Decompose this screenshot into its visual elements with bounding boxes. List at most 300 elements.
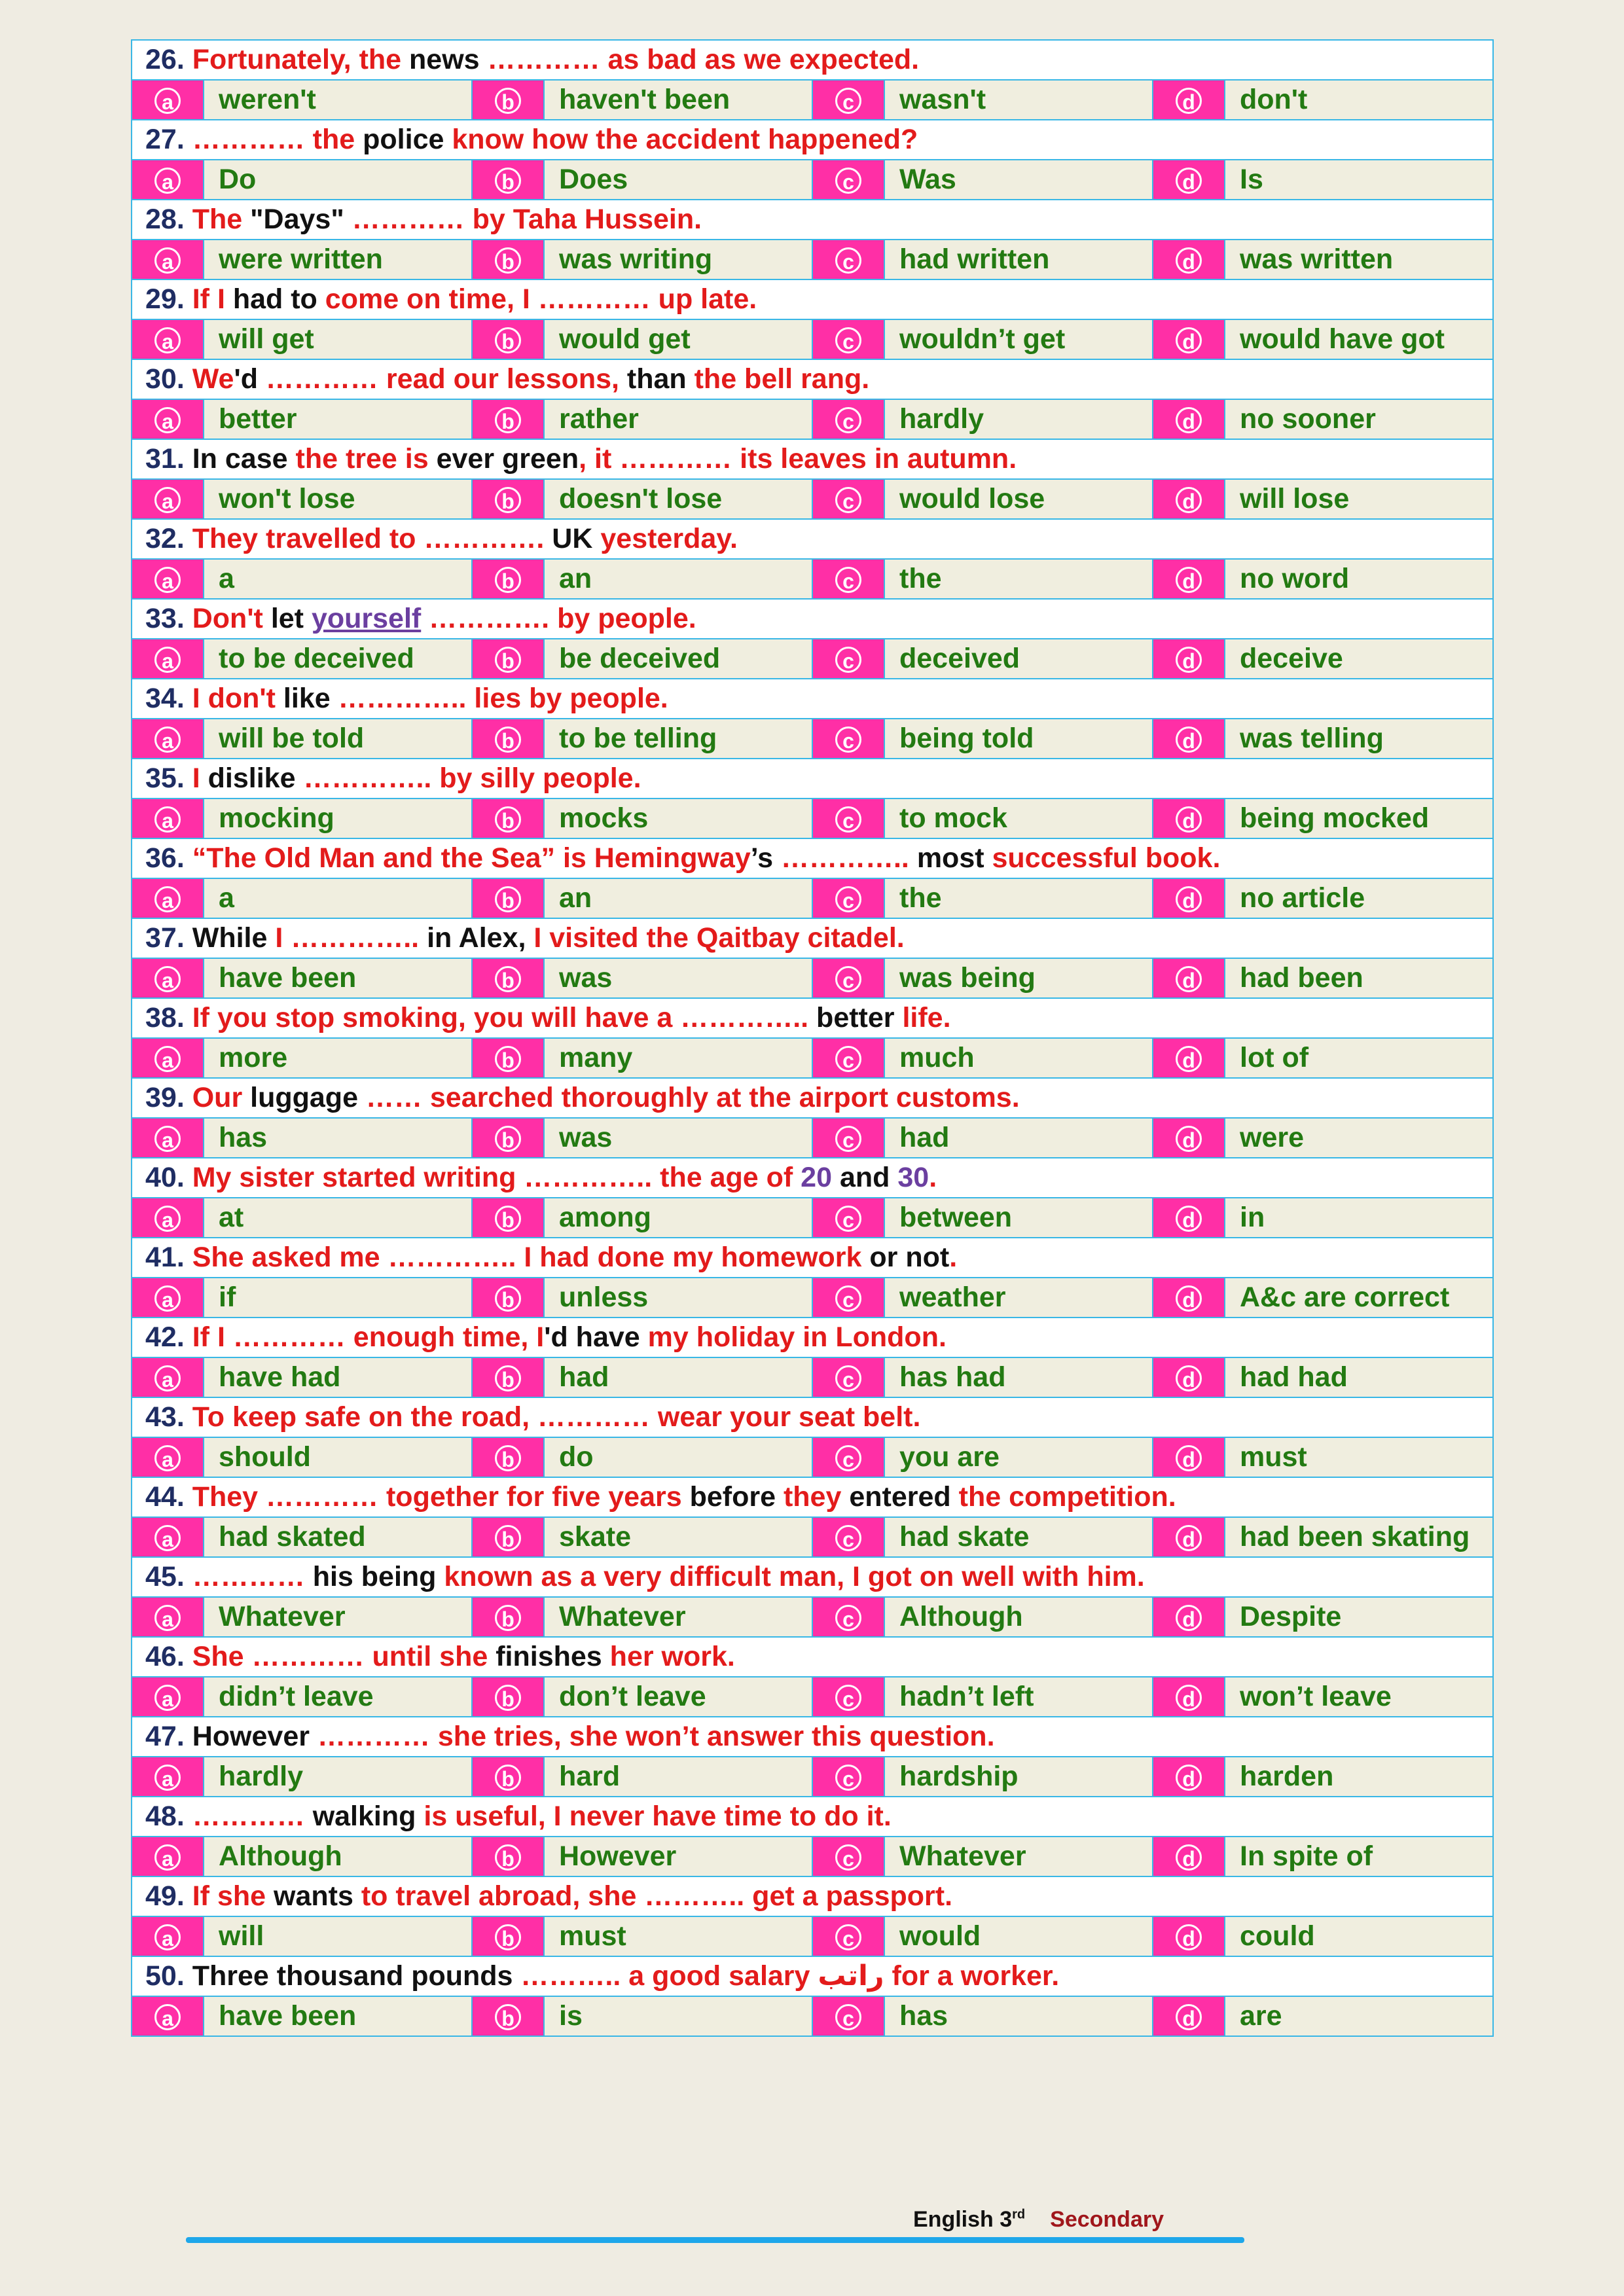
option-d[interactable]: harden <box>1225 1757 1493 1797</box>
option-b[interactable]: However <box>544 1837 812 1876</box>
circled-letter-b-icon: b <box>495 886 521 912</box>
question-segment: ………… she tries, she won’t answer this question. <box>317 1721 995 1752</box>
option-a[interactable]: will be told <box>204 719 472 759</box>
option-c[interactable]: has <box>884 1996 1153 2036</box>
question-row <box>132 1078 1493 1118</box>
question-text <box>132 1238 1493 1278</box>
options-row <box>132 958 1493 998</box>
question-number: 31. <box>145 443 185 475</box>
option-letter-d[interactable] <box>1153 1837 1225 1876</box>
option-letter-d[interactable] <box>1153 1357 1225 1397</box>
question-number: 40. <box>145 1162 185 1193</box>
question-segment: ………… by Taha Hussein. <box>352 204 702 235</box>
option-letter-d[interactable] <box>1153 719 1225 759</box>
question-number: 33. <box>145 603 185 634</box>
option-letter-c[interactable] <box>812 559 884 599</box>
option-a[interactable]: have had <box>204 1357 472 1397</box>
circled-letter-d-icon: d <box>1176 1605 1202 1631</box>
question-segment: To keep safe on the road, ………… wear your seat belt. <box>192 1401 921 1433</box>
circled-letter-c-icon: c <box>835 1844 861 1871</box>
option-letter-d[interactable] <box>1153 479 1225 519</box>
option-c[interactable]: Was <box>884 160 1153 200</box>
option-letter-c[interactable] <box>812 1996 884 2036</box>
option-c[interactable]: the <box>884 878 1153 918</box>
option-letter-a[interactable] <box>132 1038 204 1078</box>
option-c[interactable]: had written <box>884 240 1153 279</box>
option-letter-a[interactable] <box>132 1757 204 1797</box>
circled-letter-d-icon: d <box>1176 1525 1202 1551</box>
option-d[interactable]: had been skating <box>1225 1517 1493 1557</box>
question-segment: ………… <box>192 1801 313 1832</box>
question-segment: known as a very difficult man, I got on well with him. <box>444 1561 1145 1592</box>
option-c[interactable]: the <box>884 559 1153 599</box>
question-segment: I <box>192 762 208 794</box>
option-a[interactable]: will <box>204 1916 472 1956</box>
circled-letter-b-icon: b <box>495 647 521 673</box>
question-row <box>132 279 1493 319</box>
option-b[interactable]: is <box>544 1996 812 2036</box>
option-b[interactable]: must <box>544 1916 812 1956</box>
option-a[interactable]: better <box>204 399 472 439</box>
circled-letter-a-icon: a <box>154 168 181 194</box>
option-letter-d[interactable] <box>1153 798 1225 838</box>
option-letter-b[interactable] <box>472 1437 544 1477</box>
option-letter-a[interactable] <box>132 878 204 918</box>
option-letter-c[interactable] <box>812 878 884 918</box>
footer <box>913 2207 1164 2233</box>
option-d[interactable]: was telling <box>1225 719 1493 759</box>
option-letter-d[interactable] <box>1153 399 1225 439</box>
option-b[interactable]: had <box>544 1357 812 1397</box>
circled-letter-a-icon: a <box>154 1285 181 1312</box>
option-b[interactable]: haven't been <box>544 80 812 120</box>
option-letter-b[interactable] <box>472 1916 544 1956</box>
option-a[interactable]: Do <box>204 160 472 200</box>
option-letter-c[interactable] <box>812 958 884 998</box>
circled-letter-a-icon: a <box>154 407 181 433</box>
option-letter-b[interactable] <box>472 1038 544 1078</box>
circled-letter-a-icon: a <box>154 1126 181 1152</box>
question-row <box>132 1238 1493 1278</box>
option-d[interactable]: were <box>1225 1118 1493 1158</box>
option-letter-b[interactable] <box>472 958 544 998</box>
option-letter-a[interactable] <box>132 1996 204 2036</box>
option-b[interactable]: be deceived <box>544 639 812 679</box>
circled-letter-b-icon: b <box>495 567 521 593</box>
option-letter-d[interactable] <box>1153 1278 1225 1318</box>
option-letter-b[interactable] <box>472 559 544 599</box>
option-letter-b[interactable] <box>472 878 544 918</box>
option-d[interactable]: will lose <box>1225 479 1493 519</box>
option-d[interactable]: could <box>1225 1916 1493 1956</box>
option-letter-b[interactable] <box>472 399 544 439</box>
option-letter-d[interactable] <box>1153 160 1225 200</box>
question-segment: luggage <box>250 1082 366 1113</box>
question-segment: ………….. by silly people. <box>303 762 641 794</box>
option-c[interactable]: much <box>884 1038 1153 1078</box>
question-segment: her work. <box>609 1641 735 1672</box>
option-b[interactable]: don’t leave <box>544 1677 812 1717</box>
option-c[interactable]: between <box>884 1198 1153 1238</box>
question-segment: had to <box>232 283 325 315</box>
option-letter-b[interactable] <box>472 479 544 519</box>
option-letter-d[interactable] <box>1153 559 1225 599</box>
option-letter-d[interactable] <box>1153 319 1225 359</box>
option-letter-c[interactable] <box>812 1677 884 1717</box>
option-letter-b[interactable] <box>472 639 544 679</box>
option-letter-c[interactable] <box>812 1278 884 1318</box>
question-row <box>132 679 1493 719</box>
option-a[interactable]: have been <box>204 958 472 998</box>
option-letter-b[interactable] <box>472 798 544 838</box>
option-c[interactable]: would <box>884 1916 1153 1956</box>
option-d[interactable]: deceive <box>1225 639 1493 679</box>
option-a[interactable]: won't lose <box>204 479 472 519</box>
circled-letter-a-icon: a <box>154 1685 181 1711</box>
circled-letter-c-icon: c <box>835 1126 861 1152</box>
option-letter-b[interactable] <box>472 1357 544 1397</box>
circled-letter-b-icon: b <box>495 1924 521 1950</box>
circled-letter-c-icon: c <box>835 1365 861 1391</box>
option-letter-a[interactable] <box>132 1198 204 1238</box>
option-letter-c[interactable] <box>812 798 884 838</box>
option-c[interactable]: Although <box>884 1597 1153 1637</box>
option-letter-c[interactable] <box>812 1118 884 1158</box>
circled-letter-d-icon: d <box>1176 327 1202 353</box>
question-segment: Three thousand pounds <box>192 1960 521 1992</box>
question-text <box>132 838 1493 878</box>
question-number: 32. <box>145 523 185 554</box>
option-letter-d[interactable] <box>1153 1038 1225 1078</box>
question-segment: most <box>916 842 992 874</box>
circled-letter-a-icon: a <box>154 1844 181 1871</box>
question-number: 45. <box>145 1561 185 1592</box>
option-letter-b[interactable] <box>472 1517 544 1557</box>
option-b[interactable]: hard <box>544 1757 812 1797</box>
option-b[interactable]: would get <box>544 319 812 359</box>
question-segment: dislike <box>208 762 304 794</box>
option-letter-d[interactable] <box>1153 1437 1225 1477</box>
question-text <box>132 1318 1493 1357</box>
option-c[interactable]: wasn't <box>884 80 1153 120</box>
option-letter-c[interactable] <box>812 1437 884 1477</box>
option-b[interactable]: skate <box>544 1517 812 1557</box>
option-letter-a[interactable] <box>132 1916 204 1956</box>
question-segment: ………… the <box>192 124 363 155</box>
option-b[interactable]: Does <box>544 160 812 200</box>
question-row <box>132 1477 1493 1517</box>
circled-letter-b-icon: b <box>495 806 521 833</box>
circled-letter-d-icon: d <box>1176 2004 1202 2030</box>
option-a[interactable]: had skated <box>204 1517 472 1557</box>
option-a[interactable]: will get <box>204 319 472 359</box>
option-a[interactable]: have been <box>204 1996 472 2036</box>
option-c[interactable]: wouldn’t get <box>884 319 1153 359</box>
option-c[interactable]: deceived <box>884 639 1153 679</box>
option-d[interactable]: no sooner <box>1225 399 1493 439</box>
option-d[interactable]: being mocked <box>1225 798 1493 838</box>
question-segment: ………… <box>192 1561 313 1592</box>
option-letter-c[interactable] <box>812 319 884 359</box>
option-d[interactable]: in <box>1225 1198 1493 1238</box>
option-letter-a[interactable] <box>132 1437 204 1477</box>
option-letter-a[interactable] <box>132 479 204 519</box>
option-letter-d[interactable] <box>1153 1996 1225 2036</box>
option-b[interactable]: unless <box>544 1278 812 1318</box>
circled-letter-b-icon: b <box>495 1765 521 1791</box>
question-number: 28. <box>145 204 185 235</box>
option-d[interactable]: don't <box>1225 80 1493 120</box>
question-row <box>132 1956 1493 1996</box>
option-b[interactable]: an <box>544 559 812 599</box>
option-d[interactable]: had been <box>1225 958 1493 998</box>
option-a[interactable]: a <box>204 878 472 918</box>
option-letter-d[interactable] <box>1153 878 1225 918</box>
options-row <box>132 1278 1493 1318</box>
option-b[interactable]: many <box>544 1038 812 1078</box>
option-letter-a[interactable] <box>132 399 204 439</box>
question-segment: yourself <box>311 603 422 634</box>
option-letter-d[interactable] <box>1153 1198 1225 1238</box>
option-letter-b[interactable] <box>472 1837 544 1876</box>
option-b[interactable]: was <box>544 1118 812 1158</box>
option-a[interactable]: didn’t leave <box>204 1677 472 1717</box>
option-d[interactable]: won’t leave <box>1225 1677 1493 1717</box>
question-segment: my holiday in London. <box>647 1321 947 1353</box>
options-row <box>132 1837 1493 1876</box>
option-letter-d[interactable] <box>1153 1597 1225 1637</box>
option-a[interactable]: has <box>204 1118 472 1158</box>
option-c[interactable]: would lose <box>884 479 1153 519</box>
option-letter-c[interactable] <box>812 1837 884 1876</box>
circled-letter-a-icon: a <box>154 567 181 593</box>
option-letter-a[interactable] <box>132 719 204 759</box>
quiz-body <box>132 40 1493 2036</box>
option-c[interactable]: hadn’t left <box>884 1677 1153 1717</box>
option-a[interactable]: Although <box>204 1837 472 1876</box>
option-letter-d[interactable] <box>1153 240 1225 279</box>
option-letter-b[interactable] <box>472 719 544 759</box>
option-a[interactable]: should <box>204 1437 472 1477</box>
option-b[interactable]: Whatever <box>544 1597 812 1637</box>
circled-letter-a-icon: a <box>154 1445 181 1471</box>
option-b[interactable]: was writing <box>544 240 812 279</box>
option-d[interactable]: had had <box>1225 1357 1493 1397</box>
option-d[interactable]: no article <box>1225 878 1493 918</box>
question-segment: they <box>783 1481 850 1513</box>
option-letter-c[interactable] <box>812 1198 884 1238</box>
option-b[interactable]: to be telling <box>544 719 812 759</box>
circled-letter-b-icon: b <box>495 168 521 194</box>
option-letter-b[interactable] <box>472 319 544 359</box>
option-d[interactable]: no word <box>1225 559 1493 599</box>
option-letter-b[interactable] <box>472 1996 544 2036</box>
option-letter-a[interactable] <box>132 1837 204 1876</box>
option-letter-c[interactable] <box>812 719 884 759</box>
question-text <box>132 599 1493 639</box>
option-letter-c[interactable] <box>812 1357 884 1397</box>
option-c[interactable]: had <box>884 1118 1153 1158</box>
option-a[interactable]: if <box>204 1278 472 1318</box>
option-c[interactable]: Whatever <box>884 1837 1153 1876</box>
option-b[interactable]: rather <box>544 399 812 439</box>
question-number: 48. <box>145 1801 185 1832</box>
option-letter-c[interactable] <box>812 1517 884 1557</box>
option-c[interactable]: was being <box>884 958 1153 998</box>
question-row <box>132 40 1493 80</box>
option-letter-b[interactable] <box>472 1198 544 1238</box>
option-letter-b[interactable] <box>472 160 544 200</box>
option-b[interactable]: was <box>544 958 812 998</box>
option-d[interactable]: In spite of <box>1225 1837 1493 1876</box>
question-segment: or not <box>869 1242 950 1273</box>
circled-letter-d-icon: d <box>1176 247 1202 274</box>
circled-letter-c-icon: c <box>835 966 861 992</box>
question-segment: I visited the Qaitbay citadel. <box>533 922 905 954</box>
question-segment: than <box>626 363 695 395</box>
option-letter-a[interactable] <box>132 1357 204 1397</box>
option-c[interactable]: weather <box>884 1278 1153 1318</box>
option-letter-b[interactable] <box>472 240 544 279</box>
option-a[interactable]: were written <box>204 240 472 279</box>
option-letter-b[interactable] <box>472 80 544 120</box>
question-row <box>132 838 1493 878</box>
option-letter-a[interactable] <box>132 559 204 599</box>
option-letter-a[interactable] <box>132 1517 204 1557</box>
option-letter-c[interactable] <box>812 160 884 200</box>
option-c[interactable]: has had <box>884 1357 1153 1397</box>
question-row <box>132 519 1493 559</box>
option-letter-d[interactable] <box>1153 1118 1225 1158</box>
circled-letter-b-icon: b <box>495 1605 521 1631</box>
option-d[interactable]: Is <box>1225 160 1493 200</box>
option-a[interactable]: mocking <box>204 798 472 838</box>
option-c[interactable]: had skate <box>884 1517 1153 1557</box>
option-c[interactable]: being told <box>884 719 1153 759</box>
option-letter-c[interactable] <box>812 1757 884 1797</box>
question-row <box>132 599 1493 639</box>
option-d[interactable]: A&c are correct <box>1225 1278 1493 1318</box>
question-text <box>132 200 1493 240</box>
option-d[interactable]: would have got <box>1225 319 1493 359</box>
option-b[interactable]: among <box>544 1198 812 1238</box>
option-letter-b[interactable] <box>472 1118 544 1158</box>
options-row <box>132 719 1493 759</box>
circled-letter-a-icon: a <box>154 88 181 114</box>
option-letter-d[interactable] <box>1153 1517 1225 1557</box>
option-c[interactable]: to mock <box>884 798 1153 838</box>
option-letter-a[interactable] <box>132 80 204 120</box>
option-letter-a[interactable] <box>132 1278 204 1318</box>
question-segment: and <box>839 1162 898 1193</box>
options-row <box>132 80 1493 120</box>
circled-letter-d-icon: d <box>1176 647 1202 673</box>
circled-letter-b-icon: b <box>495 1445 521 1471</box>
options-row <box>132 1996 1493 2036</box>
option-letter-d[interactable] <box>1153 1677 1225 1717</box>
circled-letter-b-icon: b <box>495 1685 521 1711</box>
circled-letter-d-icon: d <box>1176 407 1202 433</box>
option-a[interactable]: Whatever <box>204 1597 472 1637</box>
option-letter-a[interactable] <box>132 319 204 359</box>
option-b[interactable]: an <box>544 878 812 918</box>
option-letter-c[interactable] <box>812 479 884 519</box>
question-text <box>132 1876 1493 1916</box>
option-letter-d[interactable] <box>1153 1916 1225 1956</box>
option-letter-d[interactable] <box>1153 639 1225 679</box>
circled-letter-a-icon: a <box>154 327 181 353</box>
question-segment: My sister started writing ………….. the age of <box>192 1162 801 1193</box>
footer-english: English 3rd <box>913 2207 1026 2232</box>
circled-letter-a-icon: a <box>154 966 181 992</box>
option-b[interactable]: mocks <box>544 798 812 838</box>
option-letter-b[interactable] <box>472 1757 544 1797</box>
option-letter-b[interactable] <box>472 1597 544 1637</box>
option-letter-c[interactable] <box>812 399 884 439</box>
option-a[interactable]: hardly <box>204 1757 472 1797</box>
option-letter-c[interactable] <box>812 240 884 279</box>
question-number: 42. <box>145 1321 185 1353</box>
question-text <box>132 918 1493 958</box>
question-segment: the competition. <box>958 1481 1176 1513</box>
option-letter-b[interactable] <box>472 1677 544 1717</box>
option-letter-c[interactable] <box>812 1916 884 1956</box>
option-c[interactable]: hardly <box>884 399 1153 439</box>
option-letter-a[interactable] <box>132 958 204 998</box>
question-text <box>132 1637 1493 1677</box>
option-d[interactable]: Despite <box>1225 1597 1493 1637</box>
circled-letter-b-icon: b <box>495 1126 521 1152</box>
option-letter-c[interactable] <box>812 1597 884 1637</box>
question-number: 35. <box>145 762 185 794</box>
option-d[interactable]: are <box>1225 1996 1493 2036</box>
option-letter-a[interactable] <box>132 798 204 838</box>
option-letter-c[interactable] <box>812 639 884 679</box>
circled-letter-b-icon: b <box>495 247 521 274</box>
option-letter-a[interactable] <box>132 1597 204 1637</box>
option-letter-d[interactable] <box>1153 958 1225 998</box>
option-letter-a[interactable] <box>132 639 204 679</box>
option-letter-b[interactable] <box>472 1278 544 1318</box>
option-letter-a[interactable] <box>132 240 204 279</box>
option-a[interactable]: at <box>204 1198 472 1238</box>
circled-letter-b-icon: b <box>495 88 521 114</box>
option-letter-a[interactable] <box>132 160 204 200</box>
option-a[interactable]: weren't <box>204 80 472 120</box>
option-b[interactable]: doesn't lose <box>544 479 812 519</box>
question-segment: I ………….. <box>275 922 427 954</box>
option-a[interactable]: more <box>204 1038 472 1078</box>
option-letter-d[interactable] <box>1153 80 1225 120</box>
option-c[interactable]: hardship <box>884 1757 1153 1797</box>
circled-letter-c-icon: c <box>835 1206 861 1232</box>
option-letter-c[interactable] <box>812 80 884 120</box>
option-d[interactable]: was written <box>1225 240 1493 279</box>
option-a[interactable]: a <box>204 559 472 599</box>
option-c[interactable]: you are <box>884 1437 1153 1477</box>
option-b[interactable]: do <box>544 1437 812 1477</box>
option-letter-d[interactable] <box>1153 1757 1225 1797</box>
footer-secondary: Secondary <box>1050 2207 1164 2232</box>
option-letter-a[interactable] <box>132 1118 204 1158</box>
option-d[interactable]: lot of <box>1225 1038 1493 1078</box>
option-letter-a[interactable] <box>132 1677 204 1717</box>
option-letter-c[interactable] <box>812 1038 884 1078</box>
option-d[interactable]: must <box>1225 1437 1493 1477</box>
option-a[interactable]: to be deceived <box>204 639 472 679</box>
circled-letter-a-icon: a <box>154 487 181 513</box>
question-text <box>132 759 1493 798</box>
